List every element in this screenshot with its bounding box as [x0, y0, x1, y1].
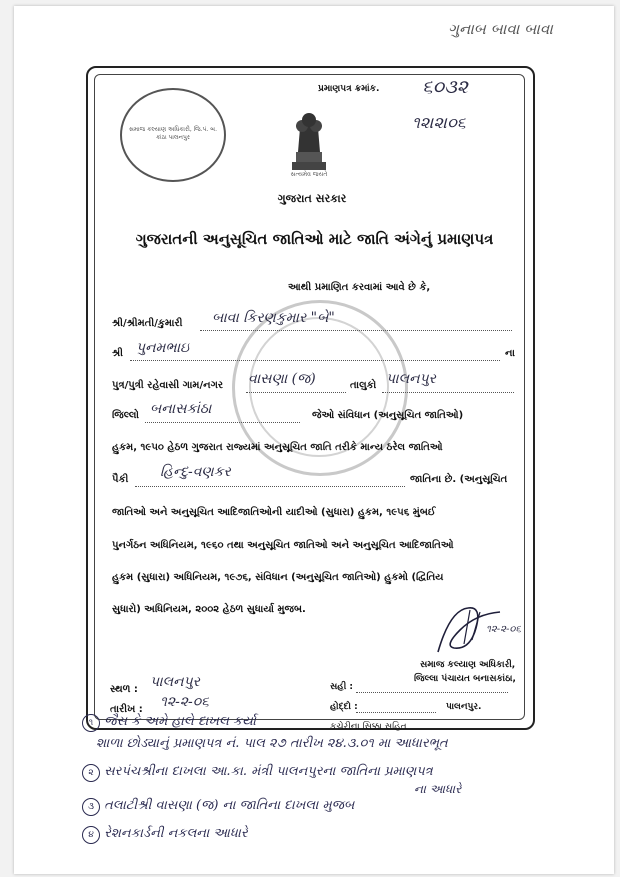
- signature-date: ૧૨-૨-૦૬: [486, 624, 522, 635]
- government-name: ગુજરાત સરકાર: [277, 192, 347, 205]
- designation-label: હોદ્દો :: [330, 702, 358, 712]
- certificate-date: ૧૨।૨।૦૬: [412, 113, 466, 132]
- father-dotted-line: [130, 360, 500, 361]
- village-dotted-line: [246, 392, 346, 393]
- sign-label: સહી :: [330, 682, 353, 692]
- note-number: ૪: [82, 826, 100, 844]
- body-line-3: પુનર્ગઠન અધિનિયમ, ૧૯૬૦ તથા અનુસૂચિત જાતિઓ અને અનુસૂચિત આદિજાતિઓ: [112, 540, 454, 551]
- seal-text: સમાજ કલ્યાણ અધિકારી, જિ.પં. બ. કાંઠા પાલનપુર: [128, 126, 218, 141]
- certificate-title: ગુજરાતની અનુસૂચિત જાતિઓ માટે જાતિ અંગેનું પ્રમાણપત્ર: [135, 230, 494, 248]
- note-text: જૈસ કે અમે હાલે દાખલ કર્યા: [104, 714, 256, 729]
- officer-title: સમાજ કલ્યાણ અધિકારી,: [420, 660, 516, 670]
- note-number: ૧: [82, 714, 100, 732]
- seal-note: કચેરીના સિક્કા સહિત: [330, 722, 407, 732]
- note-1: [82, 714, 256, 732]
- officer-office: જિલ્લા પંચાયત બનાસકાંઠા,: [414, 674, 516, 684]
- national-emblem-icon: [286, 108, 332, 174]
- name-dotted-line: [200, 330, 512, 331]
- certify-line: આથી પ્રમાણિત કરવામાં આવે છે કે,: [288, 282, 431, 293]
- motto: સત્યમેવ જયતે: [290, 171, 328, 178]
- note-text: તલાટીશ્રી વાસણા (જ) ના જાતિના દાખલા મુજબ: [104, 798, 355, 813]
- father-suffix: ના: [505, 348, 515, 359]
- note-3: [82, 798, 354, 816]
- note-2-continued: [414, 782, 461, 797]
- relation-label: પુત્ર/પુત્રી રહેવાસી ગામ/નગર: [112, 380, 224, 391]
- note-text: સરપંચશ્રીના દાખલા આ.કા. મંત્રી પાલનપુરના જાતિના પ્રમાણપત્ર: [104, 764, 433, 779]
- taluka-dotted-line: [382, 392, 514, 393]
- village-value: વાસણા (જ): [248, 371, 316, 387]
- sign-dotted-line: [356, 692, 508, 693]
- note-2: [82, 764, 433, 782]
- body-line-2: જાતિઓ અને અનુસૂચિત આદિજાતિઓની યાદીઓ (સુધારા) હુકમ, ૧૯૫૬ મુંબઈ: [112, 507, 436, 518]
- note-text: શાળા છોડ્યાનું પ્રમાણપત્ર નં. પાલ ૨૭ તારીખ ૨૪.૩.૦૧ મા આધારભૂત: [96, 736, 448, 751]
- district-label: જિલ્લો: [112, 410, 139, 421]
- note-text: ના આધારે: [414, 782, 462, 796]
- body-line-4: હુકમ (સુધારા) અધિનિયમ, ૧૯૭૬, સંવિધાન (અનુસૂચિત જાતિઓ) હુકમો (દ્વિતિય: [112, 572, 444, 583]
- body-line-1: હુકમ, ૧૯૫૦ હેઠળ ગુજરાત રાજ્યમાં અનુસૂચિત જાતિ તરીકે માન્ય ઠરેલ જાતિઓ: [112, 442, 443, 453]
- note-4: [82, 826, 248, 844]
- certificate-number: ૬૦૩૨: [422, 76, 468, 98]
- caste-value: હિન્દુ-વણકર: [160, 464, 231, 480]
- district-dotted-line: [145, 422, 300, 423]
- date-value: ૧૨-૨-૦૬: [160, 694, 210, 710]
- caste-suffix: જાતિના છે. (અનુસૂચિત: [410, 474, 508, 485]
- note-number: ૨: [82, 764, 100, 782]
- note-text: રેશનકાર્ડની નકલના આધારે: [104, 826, 248, 841]
- caste-prefix: પૈકી: [112, 474, 129, 485]
- district-value: બનાસકાંઠા: [150, 401, 212, 417]
- certificate-number-label: પ્રમાણપત્ર ક્રમાંક.: [318, 84, 380, 94]
- name-label: શ્રી/શ્રીમતી/કુમારી: [112, 318, 183, 329]
- place-value: પાલનપુર: [150, 674, 200, 690]
- top-handwritten-note: ગુનાબ બાવા બાવા: [448, 20, 553, 38]
- date-label: તારીખ :: [110, 704, 143, 715]
- father-value: પુનમભાઇ: [136, 340, 190, 356]
- taluka-value: પાલનપુર: [386, 371, 436, 387]
- note-1-continued: [96, 736, 448, 751]
- district-suffix: જેઓ સંવિધાન (અનુસૂચિત જાતિઓ): [312, 410, 464, 421]
- place-label: સ્થળ :: [110, 684, 138, 695]
- father-label: શ્રી: [112, 348, 124, 359]
- taluka-label: તાલુકો: [350, 380, 377, 391]
- caste-dotted-line: [135, 486, 405, 487]
- note-number: ૩: [82, 798, 100, 816]
- officer-place: પાલનપુર.: [446, 702, 482, 712]
- office-seal-stamp: [120, 88, 226, 182]
- body-line-5: સુધારો) અધિનિયમ, ૨૦૦૨ હેઠળ સુધાર્યા મુજબ.: [112, 604, 306, 615]
- designation-dotted-line: [356, 712, 436, 713]
- name-value: બાવા કિરણકુમાર "બે": [212, 310, 335, 326]
